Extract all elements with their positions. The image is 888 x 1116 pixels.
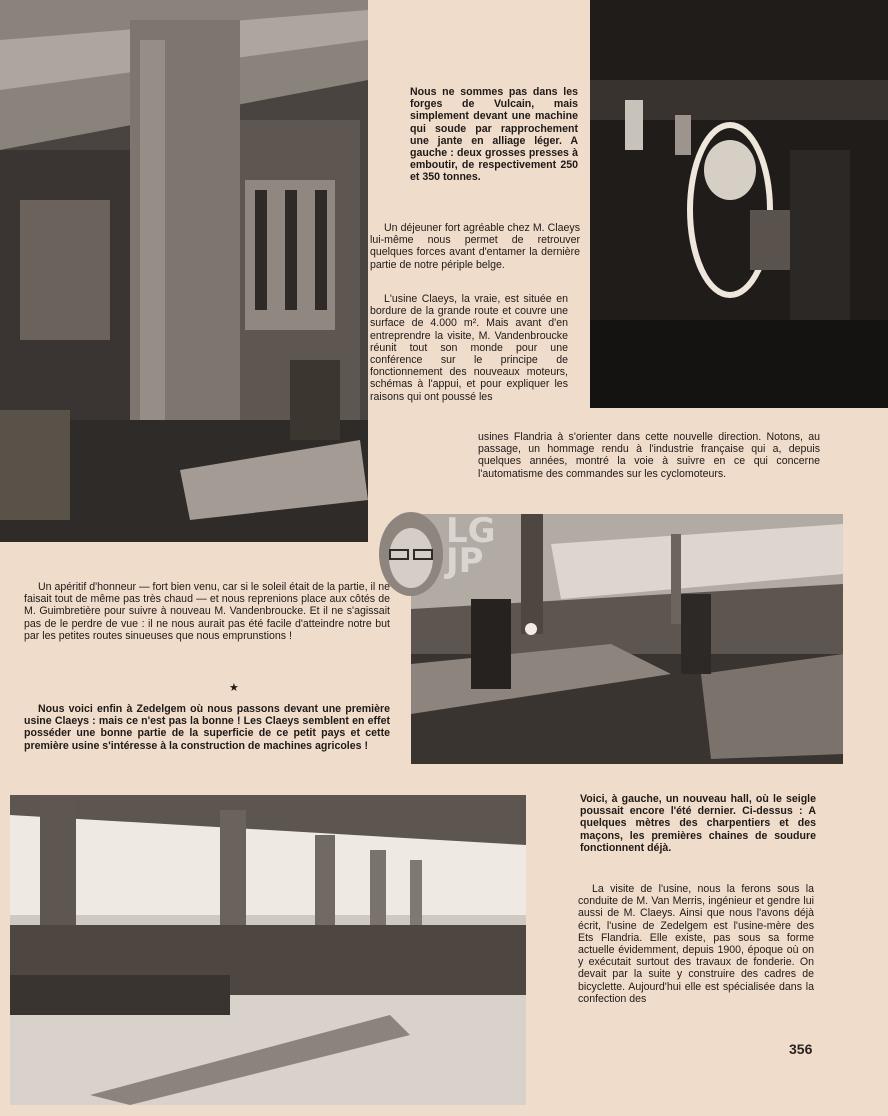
caption-new-hall: Voici, à gauche, un nouveau hall, où le seigle poussait encore l'été dernier. Ci-dessus : A quelques mètres des charpentiers et des maçons, les premières chaines de soudure fonctionnent déjà. [580, 793, 817, 854]
photo-presses [0, 0, 368, 542]
paragraph-aperitif: Un apéritif d'honneur — fort bien venu, car si le soleil était de la partie, il ne faisait tout de même pas très chaud — et nous reprenions place aux côtés de M. Guimbretière pour suivre à nouveau M. Vandenbroucke. Et il ne s'agissait pas de le perdre de vue : il ne nous aurait pas été facile d'atteindre notre but par les petites routes sinueuses que nous emprunstions ! [24, 581, 390, 642]
paragraph-zedelgem: Nous voici enfin à Zedelgem où nous passons devant une première usine Claeys : mais ce n'est pas la bonne ! Les Claeys semblent en effet posséder une bonne partie de la superficie de ce petit pays et cette première usine s'intéresse à la construction de machines agricoles ! [24, 703, 390, 752]
photo-new-hall [10, 795, 526, 1105]
page-number: 356 [789, 1041, 813, 1057]
paragraph-usine-claeys: L'usine Claeys, la vraie, est située en bordure de la grande route et couvre une surface de 4.000 m². Mais avant d'en entreprendre la visite, M. Vandenbroucke réunit tout son monde pour une conférence sur le principe de fonctionnement des nouveaux moteurs, schémas à l'appui, et pour expliquer les raisons qui ont poussé les [370, 293, 568, 403]
watermark-logo: LG JP [446, 511, 496, 581]
caption-forges: Nous ne sommes pas dans les forges de Vulcain, mais simplement devant une machine qui soude par rapprochement une jante en alliage léger. A gauche : deux grosses presses à emboutir, de respectivement 250 et 350 tonnes. [410, 86, 578, 184]
paragraph-dejeuner: Un déjeuner fort agréable chez M. Claeys lui-même nous permet de retrouver quelques forces avant d'entamer la dernière partie de notre périple belge. [370, 222, 580, 271]
paragraph-visite: La visite de l'usine, nous la ferons sous la conduite de M. Van Merris, ingénieur et gendre lui aussi de M. Claeys. Ainsi que nous l'avons déjà écrit, l'usine de Zedelgem est l'usine-mère des Ets Flandria. Elle existe, pas sous sa forme actuelle évidemment, depuis 1900, époque où on y exécutait surtout des travaux de fonderie. On devait par la suite y construire des cadres de bicyclette. Aujourd'hui elle est spécialisée dans la confection des [578, 883, 814, 1005]
photo-welding-machine [590, 0, 888, 408]
paragraph-usines-flandria: usines Flandria à s'orienter dans cette nouvelle direction. Notons, au passage, un hommage rendu à l'industrie française qui a, depuis quelques années, montré la voie à suivre en ce qui concerne l'automatisme des commandes sur les cyclomoteurs. [478, 431, 820, 480]
section-separator-star: ★ [229, 682, 239, 694]
